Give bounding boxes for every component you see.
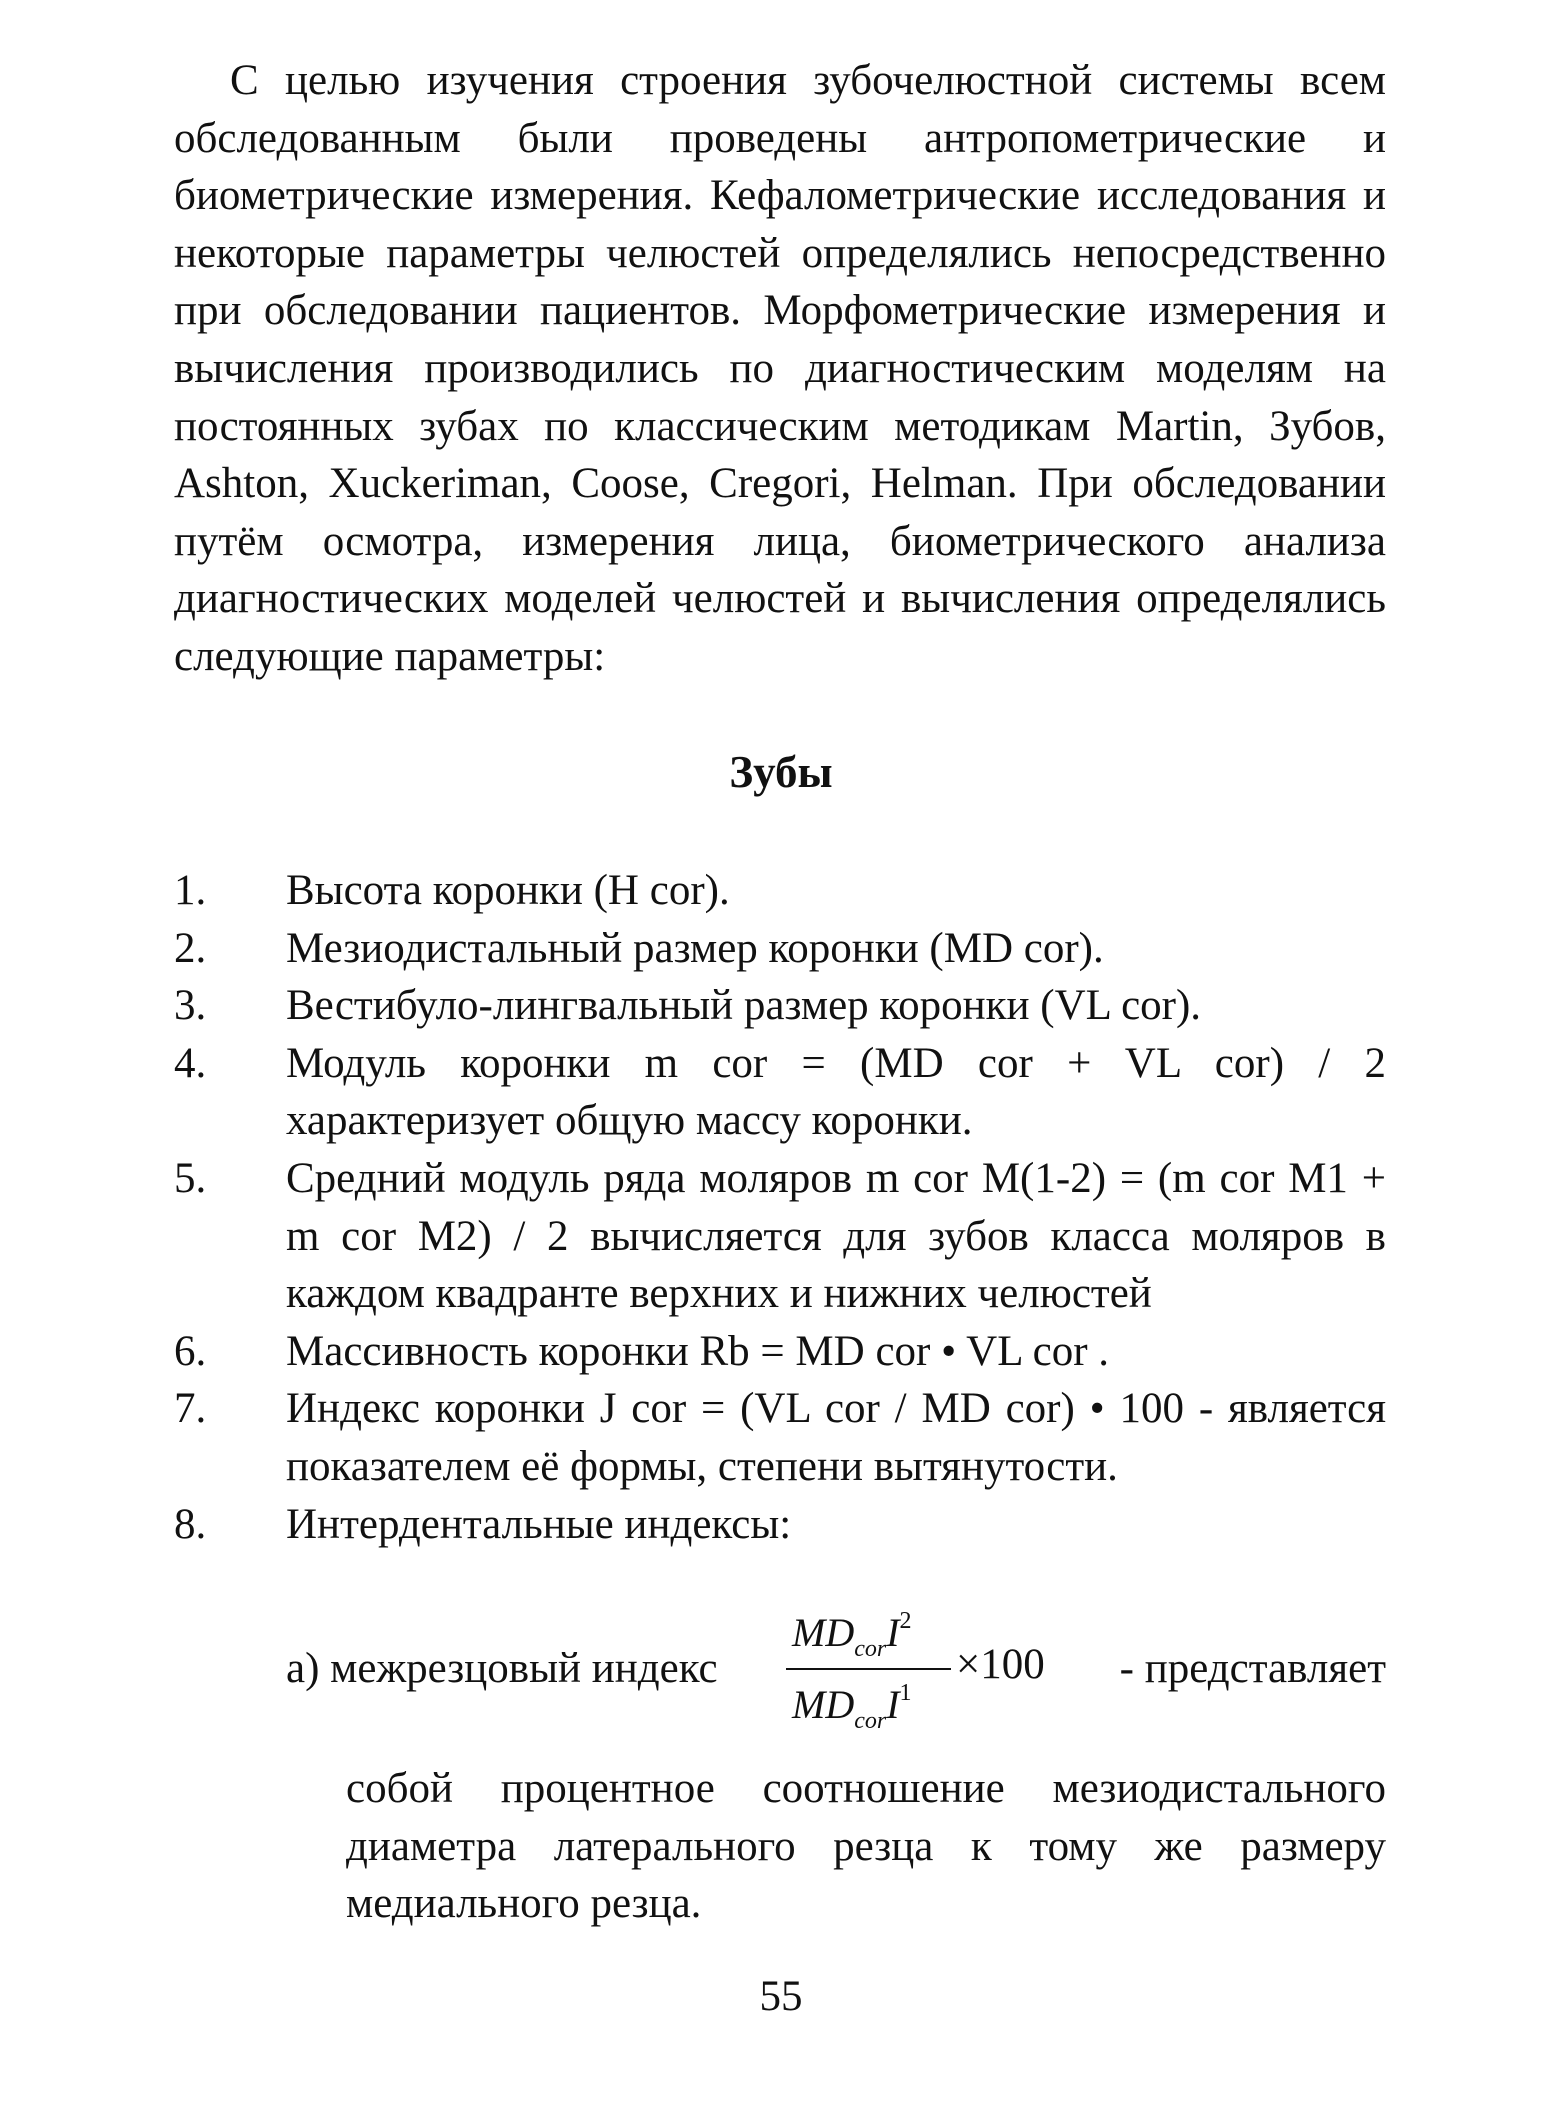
list-item-text: Высота коронки (H cor).: [286, 867, 730, 914]
list-item: [174, 1380, 1386, 1495]
numerator-main: MD: [792, 1610, 855, 1655]
list-item: [174, 1323, 1386, 1381]
list-item-number: 1.: [174, 867, 207, 914]
list-item-number: 2.: [174, 924, 207, 972]
fraction-denominator: [792, 1680, 912, 1735]
numerator-variable: I: [886, 1610, 900, 1655]
list-item-text: Мезиодистальный размер коронки (MD cor).: [286, 924, 1104, 972]
list-item-number: 6.: [174, 1327, 207, 1375]
interincisal-index-formula: [286, 1600, 1386, 1740]
list-item-text: Средний модуль ряда моляров m cor M(1-2) = (m cor M1 + m cor M2) / 2 вычисляется для зубов класса моляров в каждом квадранте верхних и нижних челюстей: [286, 1154, 1386, 1318]
list-item-text: Модуль коронки m cor = (MD cor + VL cor) / 2 характеризует общую массу коронки.: [286, 1039, 1386, 1145]
formula-label: а) межрезцовый индекс: [286, 1645, 718, 1692]
parameter-list: [174, 862, 1386, 1553]
denominator-main: MD: [792, 1682, 855, 1727]
formula-multiplier: ×100: [956, 1641, 1045, 1688]
list-item-number: 8.: [174, 1500, 207, 1548]
list-item-text: Массивность коронки Rb = MD cor • VL cor .: [286, 1327, 1110, 1375]
denominator-superscript: 1: [899, 1680, 912, 1706]
list-item-number: 5.: [174, 1154, 207, 1202]
fraction-bar: [786, 1668, 951, 1670]
numerator-superscript: 2: [899, 1608, 912, 1634]
list-item: [174, 1035, 1386, 1150]
list-item: [174, 920, 1386, 978]
page-number: 55: [759, 1973, 803, 2020]
list-item-text: Индекс коронки J cor = (VL cor / MD cor) • 100 - является показателем её формы, степени вытянутости.: [286, 1385, 1386, 1490]
list-item: [174, 1496, 1386, 1554]
denominator-variable: I: [886, 1682, 900, 1727]
denominator-subscript: cor: [854, 1708, 887, 1734]
numerator-subscript: cor: [854, 1636, 887, 1662]
formula-trailing-text: - представляет: [1119, 1645, 1386, 1692]
list-item: [174, 977, 1386, 1035]
fraction-numerator: [792, 1608, 912, 1663]
section-heading: Зубы: [729, 747, 833, 797]
formula-explanation: собой процентное соотношение мезиодистального диаметра латерального резца к тому же размеру медиального резца.: [346, 1765, 1386, 1928]
list-item-number: 3.: [174, 982, 207, 1030]
list-item-text: Интердентальные индексы:: [286, 1500, 792, 1548]
list-item: [174, 1150, 1386, 1323]
list-item-number: 7.: [174, 1385, 207, 1433]
list-item-text: Вестибуло-лингвальный размер коронки (VL cor).: [286, 982, 1202, 1030]
list-item: [174, 862, 1386, 920]
list-item-number: 4.: [174, 1039, 207, 1087]
intro-paragraph: С целью изучения строения зубочелюстной системы всем обследованным были проведены антропометрические и биометрические измерения. Кефалометрические исследования и некоторые параметры челюстей определялись непосредственно при обследовании пациентов. Морфометрические измерения и вычисления производились по диагностическим моделям на постоянных зубах по классическим методикам Martin, Зубов, Ashton, Xuckeriman, Coose, Cregori, Helman. При обследовании путём осмотра, измерения лица, биометрического анализа диагностических моделей челюстей и вычисления определялись следующие параметры:: [174, 57, 1386, 680]
